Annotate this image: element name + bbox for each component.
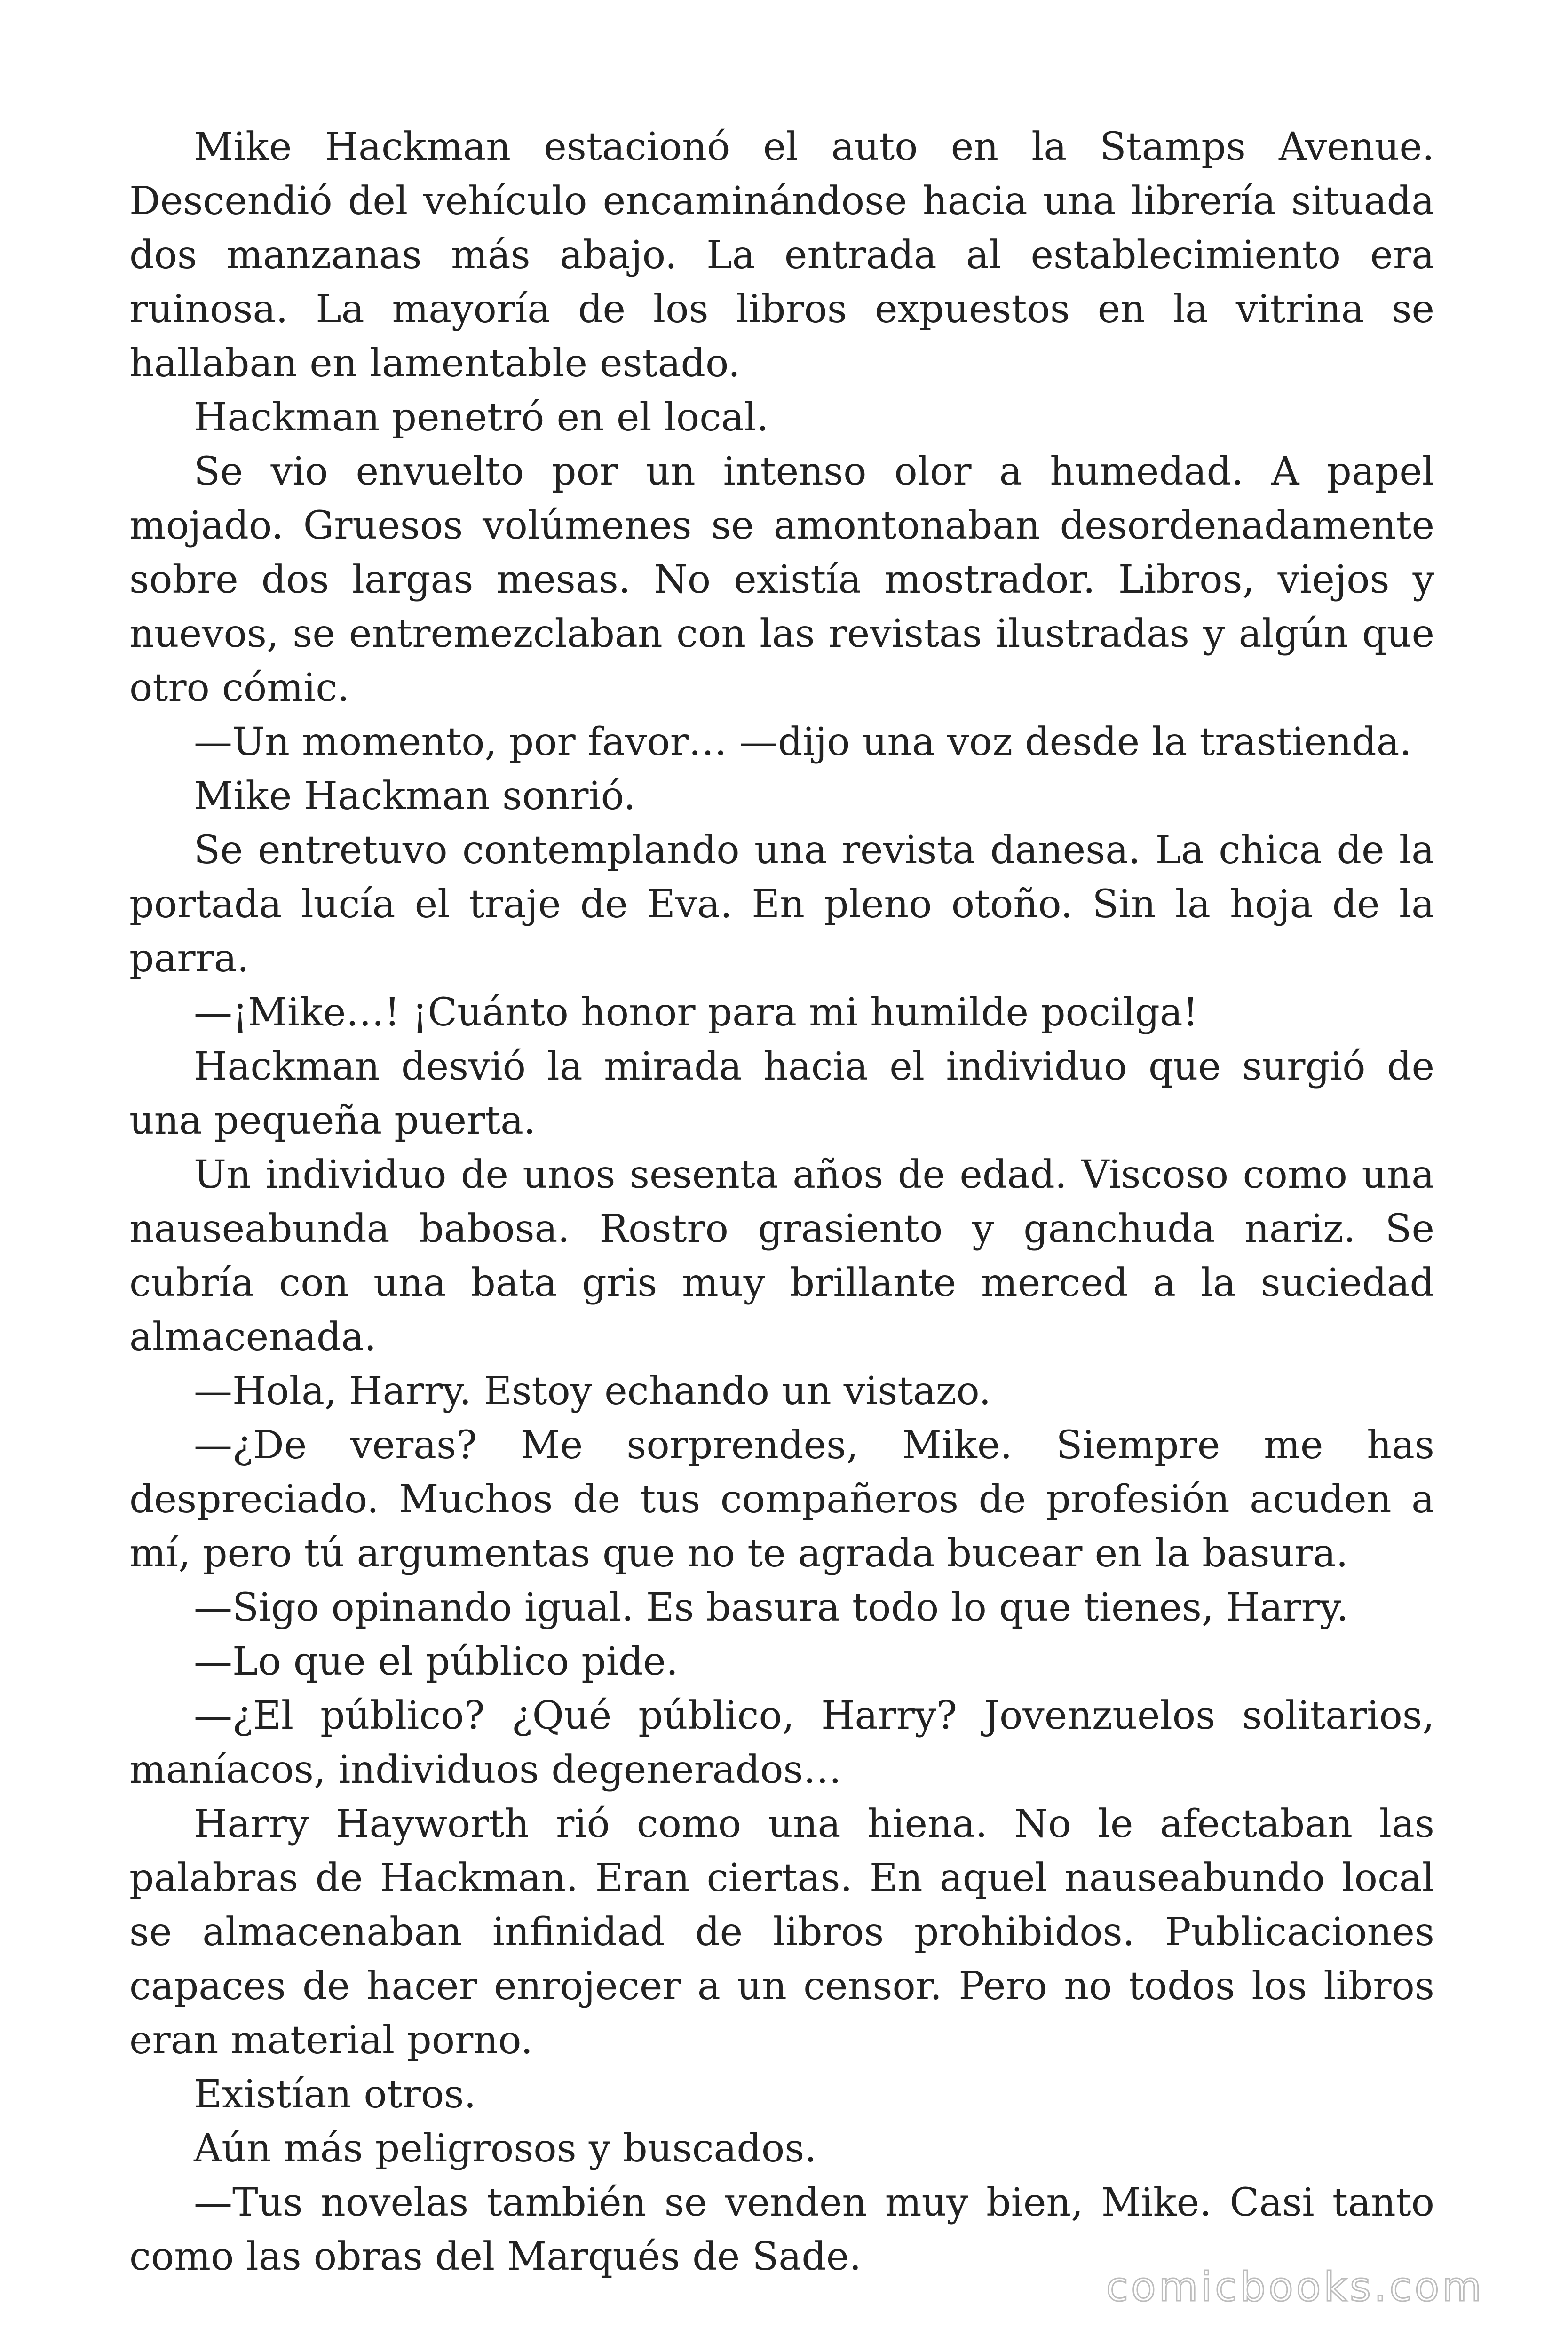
paragraph: —¿De veras? Me sorprendes, Mike. Siempre me has despreciado. Muchos de tus compañeros de profesión acuden a mí, pero tú argumentas que no te agrada bucear en la basura. <box>129 1423 1434 1576</box>
paragraph: Un individuo de unos sesenta años de edad. Viscoso como una nauseabunda babosa. Rostro grasiento y ganchuda nariz. Se cubría con una bata gris muy brillante merced a la suciedad almacenada. <box>129 1152 1434 1359</box>
paragraph: Harry Hayworth rió como una hiena. No le afectaban las palabras de Hackman. Eran ciertas. En aquel nauseabundo local se almacenaban infinidad de libros prohibidos. Publicaciones capaces de hacer enrojecer a un censor. Pero no todos los libros eran material porno. <box>129 1802 1434 2063</box>
page-text <box>129 120 1434 2284</box>
paragraph: Se entretuvo contemplando una revista danesa. La chica de la portada lucía el traje de Eva. En pleno otoño. Sin la hoja de la parra. <box>129 828 1434 981</box>
paragraph: Aún más peligrosos y buscados. <box>194 2126 817 2171</box>
paragraph: —Sigo opinando igual. Es basura todo lo que tienes, Harry. <box>194 1585 1349 1630</box>
paragraph: —¿El público? ¿Qué público, Harry? Jovenzuelos solitarios, maníacos, individuos degenerados… <box>129 1693 1434 1792</box>
paragraph: Existían otros. <box>194 2072 476 2117</box>
paragraph: Mike Hackman sonrió. <box>194 774 636 818</box>
paragraph: —¡Mike…! ¡Cuánto honor para mi humilde pocilga! <box>194 990 1198 1035</box>
paragraph: —Lo que el público pide. <box>194 1639 679 1684</box>
paragraph: Hackman desvió la mirada hacia el individuo que surgió de una pequeña puerta. <box>129 1044 1434 1143</box>
watermark: comicbooks.com <box>1106 2264 1484 2311</box>
paragraph: Se vio envuelto por un intenso olor a humedad. A papel mojado. Gruesos volúmenes se amontonaban desordenadamente sobre dos largas mesas. No existía mostrador. Libros, viejos y nuevos, se entremezclaban con las revistas ilustradas y algún que otro cómic. <box>129 449 1434 710</box>
paragraph: Mike Hackman estacionó el auto en la Stamps Avenue. Descendió del vehículo encaminándose hacia una librería situada dos manzanas más abajo. La entrada al establecimiento era ruinosa. La mayoría de los libros expuestos en la vitrina se hallaban en lamentable estado. <box>129 125 1434 386</box>
paragraph: Hackman penetró en el local. <box>194 395 769 440</box>
paragraph: —Tus novelas también se venden muy bien, Mike. Casi tanto como las obras del Marqués de Sade. <box>129 2180 1434 2279</box>
paragraph: —Un momento, por favor… —dijo una voz desde la trastienda. <box>194 720 1412 764</box>
paragraph: —Hola, Harry. Estoy echando un vistazo. <box>194 1369 991 1414</box>
